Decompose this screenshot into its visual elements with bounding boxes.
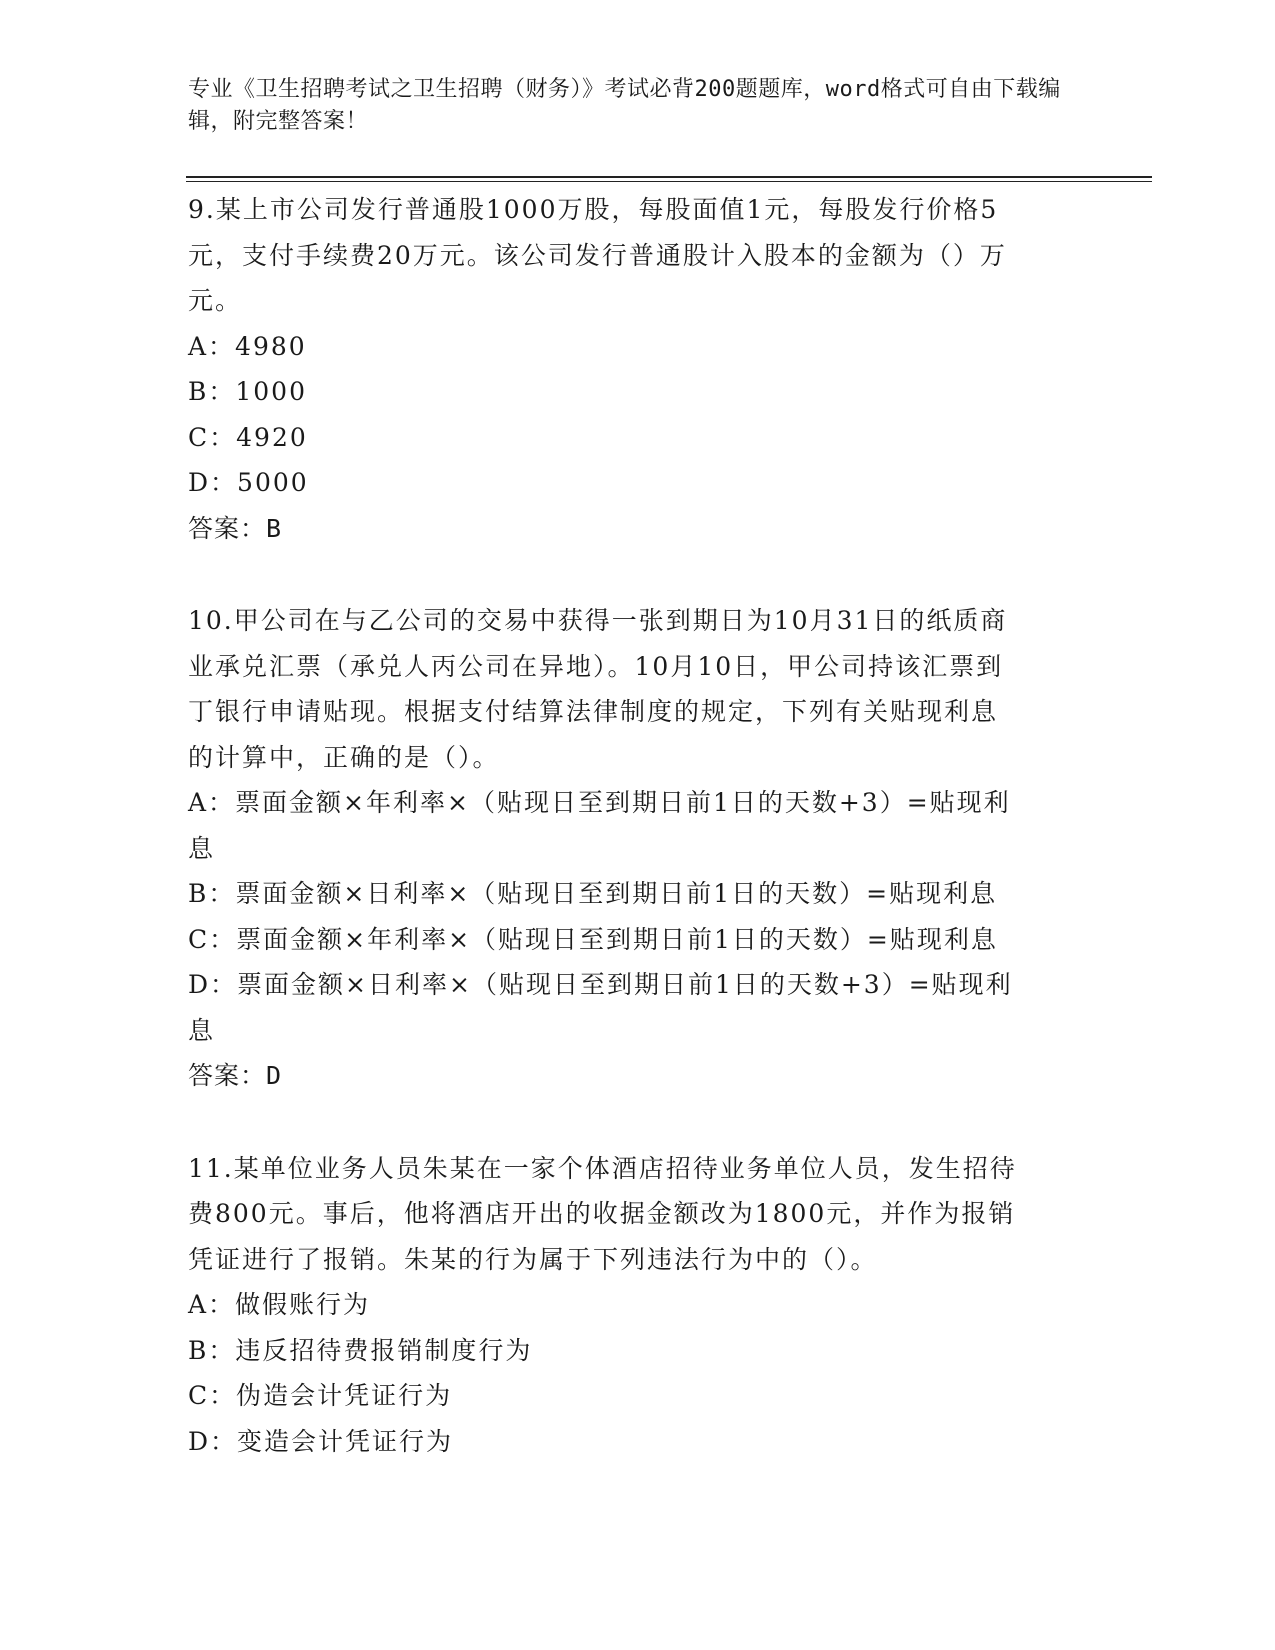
- option-b: B：违反招待费报销制度行为: [188, 1335, 533, 1365]
- question-stem-line: 元。: [188, 286, 243, 315]
- option-c: C：伪造会计凭证行为: [188, 1381, 453, 1410]
- option-c: C：票面金额×年利率×（贴现日至到期日前1日的天数）=贴现利息: [188, 924, 998, 954]
- option-b: B：1000: [188, 377, 307, 406]
- question-stem-line: 9.某上市公司发行普通股1000万股，每股面值1元，每股发行价格5: [188, 195, 999, 224]
- question-10: [188, 598, 1078, 1099]
- question-stem-line: 11.某单位业务人员朱某在一家个体酒店招待业务单位人员，发生招待: [188, 1153, 1017, 1183]
- question-spacer: [188, 1099, 1078, 1146]
- question-11: [188, 1146, 1078, 1465]
- option-a: A：做假账行为: [188, 1290, 371, 1319]
- option-d-continued: 息: [188, 1015, 216, 1045]
- header-divider-thin: [186, 181, 1152, 182]
- question-stem-line: 业承兑汇票（承兑人丙公司在异地）。10月10日，甲公司持该汇票到: [188, 651, 1004, 681]
- option-a-continued: 息: [188, 833, 216, 863]
- answer-label: 答案：B: [188, 513, 283, 543]
- question-spacer: [188, 551, 1078, 598]
- question-9: [188, 187, 1078, 551]
- option-a: A：4980: [188, 331, 307, 361]
- option-d: D：5000: [188, 468, 309, 497]
- question-stem-line: 10.甲公司在与乙公司的交易中获得一张到期日为10月31日的纸质商: [188, 606, 1008, 635]
- question-stem-line: 的计算中，正确的是（）。: [188, 742, 500, 772]
- option-b: B：票面金额×日利率×（贴现日至到期日前1日的天数）=贴现利息: [188, 879, 998, 908]
- question-stem-line: 凭证进行了报销。朱某的行为属于下列违法行为中的（）。: [188, 1244, 878, 1274]
- question-stem-line: 丁银行申请贴现。根据支付结算法律制度的规定，下列有关贴现利息: [188, 697, 999, 726]
- option-d: D：票面金额×日利率×（贴现日至到期日前1日的天数+3）=贴现利: [188, 970, 1013, 999]
- option-d: D：变造会计凭证行为: [188, 1426, 454, 1456]
- option-a: A：票面金额×年利率×（贴现日至到期日前1日的天数+3）=贴现利: [188, 788, 1011, 817]
- question-stem-line: 费800元。事后，他将酒店开出的收据金额改为1800元，并作为报销: [188, 1199, 1016, 1228]
- answer-label: 答案：D: [188, 1061, 283, 1090]
- option-c: C：4920: [188, 422, 308, 452]
- header-divider-thick: [186, 176, 1152, 178]
- question-stem-line: 元，支付手续费20万元。该公司发行普通股计入股本的金额为（）万: [188, 240, 1007, 270]
- question-list: [188, 187, 1078, 1464]
- document-header: 专业《卫生招聘考试之卫生招聘（财务）》考试必背200题题库，word格式可自由下载编辑，附完整答案！: [188, 77, 1061, 134]
